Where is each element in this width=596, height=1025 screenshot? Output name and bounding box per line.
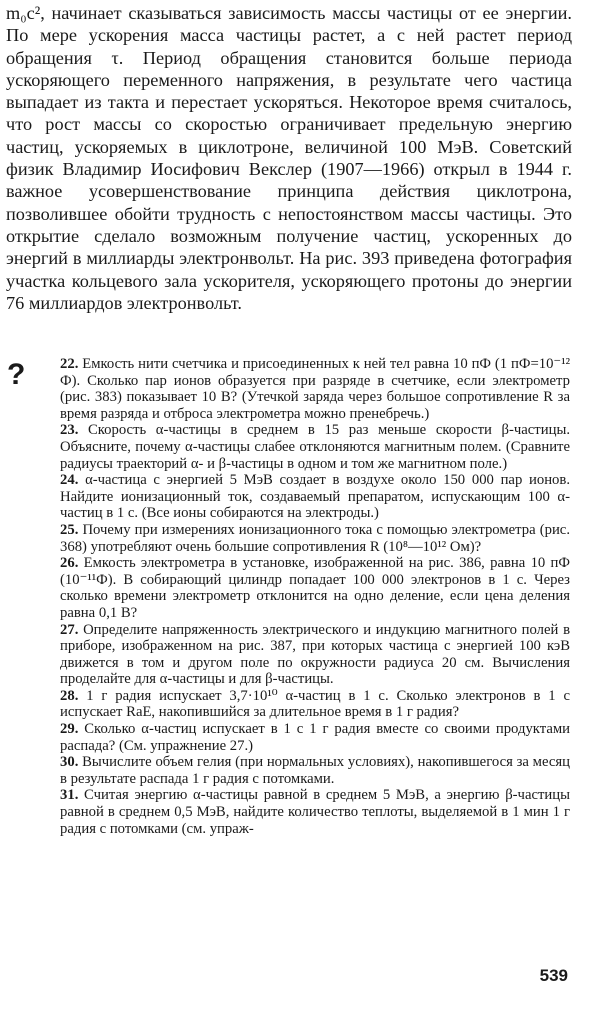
problem-text: Сколько α-частиц испускает в 1 с 1 г радия вместе со своими продуктами распада? (См. упражнение 27.) [60, 721, 570, 754]
problem-number: 27. [60, 621, 79, 638]
main-paragraph: m₀c², начинает сказываться зависимость массы частицы от ее энергии. По мере ускорения масса частицы растет, а с ней растет период обращения τ. Период обращения становится больше периода ускоряющего переменного напряжения, в результате чего частица выпадает из такта и перестает ускоряться. Некоторое время считалось, что рост массы со скоростью ограничивает предельную энергию частиц, ускоряемых в циклотроне, величиной 100 МэВ. Советский физик Владимир Иосифович Векслер (1907—1966) открыл в 1944 г. важное усовершенствование принципа действия циклотрона, позволившее обойти трудность с непостоянством массы частицы. Это открытие сделало возможным получение частиц, ускоренных до энергий в миллиарды электронвольт. На рис. 393 приведена фотография участка кольцевого зала ускорителя, ускоряющего протоны до энергии 76 миллиардов электронвольт. [6, 3, 572, 313]
problem-text: Почему при измерениях ионизационного тока с помощью электрометра (рис. 368) употребляют очень большие сопротивления R (10⁸—10¹² Ом)? [60, 521, 570, 555]
problem-22 [60, 356, 570, 422]
problem-number: 26. [60, 555, 79, 572]
problem-number: 25. [60, 521, 79, 538]
main-text [6, 2, 572, 314]
problem-30 [60, 754, 570, 787]
problem-number: 30. [60, 754, 79, 771]
problem-text: Считая энергию α-частицы равной в среднем 5 МэВ, а энергию β-частицы равной в среднем 0,5 МэВ, найдите количество теплоты, выделяемой в 1 мин 1 г радия с потомками (см. упраж- [60, 787, 570, 837]
problem-text: 1 г радия испускает 3,7·10¹⁰ α-частиц в 1 с. Сколько электронов в 1 с испускает RaE, накопившийся за длительное время в 1 г радия? [60, 687, 571, 721]
problem-text: α-частица с энергией 5 МэВ создает в воздухе около 150 000 пар ионов. Найдите ионизационный ток, создаваемый препаратом, испускающим 100 α-частиц в 1 с. (Все ионы собираются на электроды.) [60, 472, 570, 522]
problems-list [60, 356, 570, 837]
problem-number: 22. [60, 356, 79, 372]
problem-text: Емкость электрометра в установке, изображенной на рис. 386, равна 10 пФ (10⁻¹¹Ф). В собирающий цилиндр попадает 100 000 электронов в 1 с. Через сколько времени электрометр отклонится на одно деление, если цена деления равна 0,1 В? [60, 555, 570, 621]
problem-31 [60, 787, 570, 837]
problem-text: Вычислите объем гелия (при нормальных условиях), накопившегося за месяц в результате распада 1 г радия с потомками. [60, 754, 570, 787]
problem-text: Определите напряженность электрического и индукцию магнитного полей в приборе, изображенном на рис. 387, при которых частица с энергией 100 кэВ движется в том и другом поле по окружности радиуса 20 см. Вычисления проделайте для α-частицы и для β-частицы. [60, 621, 570, 688]
problem-23 [60, 422, 570, 472]
problem-number: 29. [60, 721, 79, 738]
problem-27 [60, 622, 570, 688]
problem-28 [60, 688, 570, 721]
problem-text: Емкость нити счетчика и присоединенных к ней тел равна 10 пФ (1 пФ=10⁻¹² Ф). Сколько пар ионов образуется при разряде в счетчике, если электрометр (рис. 383) показывает 10 В? (Утечкой заряда через большое сопротивление R за время разряда и отброса электрометра можно пренебречь.) [60, 356, 570, 422]
problem-number: 23. [60, 422, 79, 439]
problem-25 [60, 522, 570, 555]
problem-26 [60, 555, 570, 621]
problem-text: Скорость α-частицы в среднем в 15 раз меньше скорости β-частицы. Объясните, почему α-частицы слабее отклоняются магнитным полем. (Сравните радиусы траекторий α- и β-частицы в одном и том же магнитном поле.) [60, 422, 570, 472]
question-mark-icon: ? [7, 358, 26, 391]
problem-number: 31. [60, 787, 79, 804]
problem-29 [60, 721, 570, 754]
page-number: 539 [539, 966, 568, 985]
problem-number: 28. [60, 687, 79, 704]
problem-number: 24. [60, 472, 79, 489]
problem-24 [60, 472, 570, 522]
